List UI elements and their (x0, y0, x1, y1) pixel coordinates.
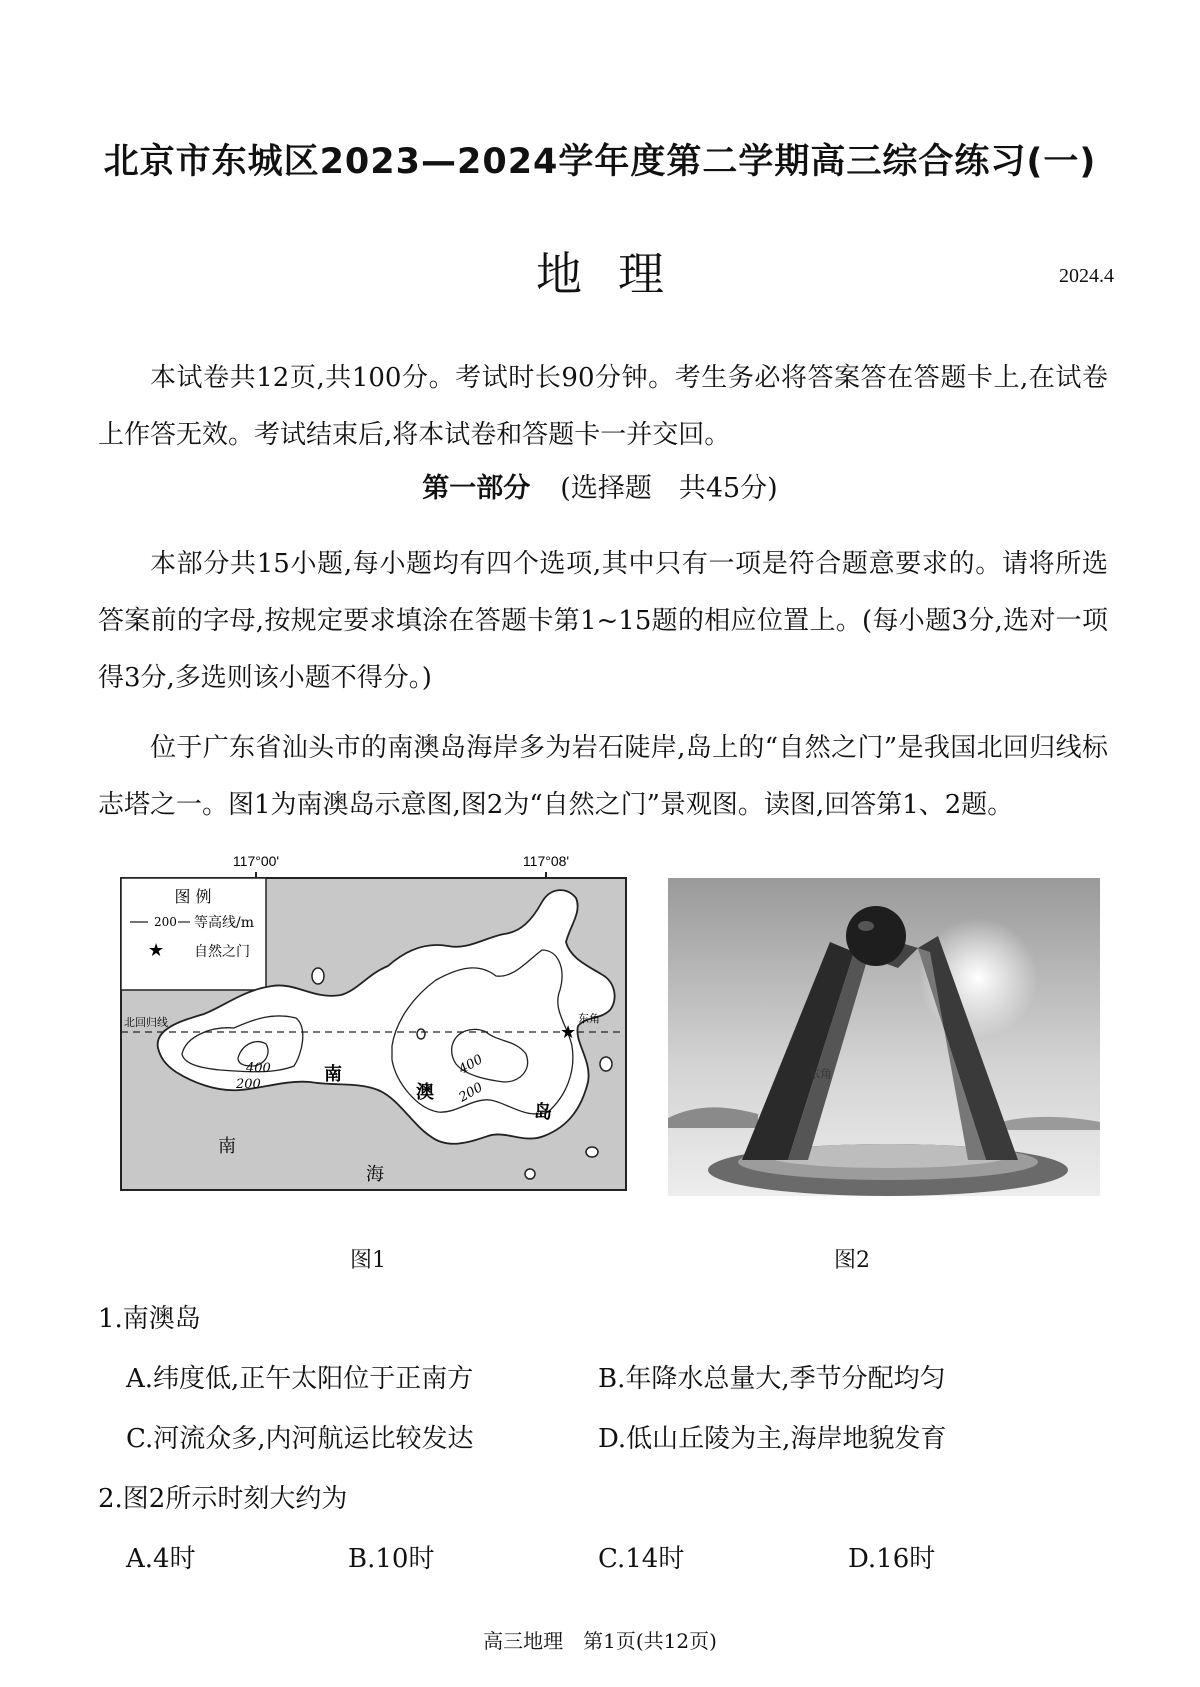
sea-char: 南 (218, 1136, 236, 1157)
section-title: 第一部分 (422, 473, 531, 504)
contour-label: 200 (456, 1080, 486, 1106)
exam-date: 2024.4 (1059, 265, 1114, 287)
subject-title: 地理 (536, 247, 700, 301)
legend-title: 图 例 (174, 887, 212, 906)
section-heading (0, 466, 1200, 505)
legend-star-label: 自然之门 (194, 944, 250, 960)
island-char: 澳 (416, 1082, 434, 1103)
lon-right-label: 117°08' (522, 853, 570, 869)
contour-label: 400 (456, 1052, 486, 1078)
photo-place-label: 东角 (808, 1067, 833, 1081)
legend-contour-label: 等高线/m (194, 915, 254, 931)
section-subtitle: (选择题 共45分) (560, 473, 778, 504)
q2-option-b: B.10时 (348, 1544, 435, 1574)
q1-option-b: B.年降水总量大,季节分配均匀 (598, 1364, 946, 1394)
figure1-caption: 图1 (350, 1248, 386, 1273)
natural-gate-photo (668, 878, 1100, 1196)
question-2-stem: 2.图2所示时刻大约为 (98, 1484, 348, 1514)
page-footer: 高三地理 第1页(共12页) (483, 1629, 717, 1653)
legend-star-icon: ★ (148, 940, 165, 961)
legend-contour-value: 200 (154, 915, 177, 929)
q2-option-d: D.16时 (848, 1544, 936, 1574)
q1-option-c: C.河流众多,内河航运比较发达 (126, 1424, 474, 1454)
q1-option-a: A.纬度低,正午太阳位于正南方 (126, 1364, 474, 1394)
q2-option-a: A.4时 (126, 1544, 196, 1574)
exam-title: 北京市东城区2023—2024学年度第二学期高三综合练习(一) (103, 142, 1097, 182)
contour-label: 400 (246, 1061, 271, 1076)
section-intro: 本部分共15小题,每小题均有四个选项,其中只有一项是符合题意要求的。请将所选答案前的字母,按规定要求填涂在答题卡第1~15题的相应位置上。(每小题3分,选对一项得3分,多选则该小题不得分。) (98, 549, 1108, 693)
island-char: 岛 (534, 1102, 552, 1123)
question-context: 位于广东省汕头市的南澳岛海岸多为岩石陡岸,岛上的“自然之门”是我国北回归线标志塔之一。图1为南澳岛示意图,图2为“自然之门”景观图。读图,回答第1、2题。 (98, 733, 1108, 820)
tropic-label: 北回归线 (124, 1016, 168, 1029)
lon-left-label: 117°00' (232, 853, 280, 869)
island-char: 南 (324, 1064, 342, 1085)
figure2-caption: 图2 (834, 1248, 870, 1273)
question-1-stem: 1.南澳岛 (98, 1304, 201, 1334)
exam-instructions: 本试卷共12页,共100分。考试时长90分钟。考生务必将答案答在答题卡上,在试卷上作答无效。考试结束后,将本试卷和答题卡一并交回。 (98, 363, 1108, 450)
island-map (96, 850, 636, 1210)
contour-label: 200 (236, 1077, 261, 1092)
sea-char: 海 (366, 1164, 384, 1185)
gate-sphere (846, 906, 906, 966)
map-place-label: 东角 (578, 1012, 600, 1025)
q2-option-c: C.14时 (598, 1544, 685, 1574)
q1-option-d: D.低山丘陵为主,海岸地貌发育 (598, 1424, 947, 1454)
natural-gate-star-icon: ★ (560, 1022, 577, 1043)
